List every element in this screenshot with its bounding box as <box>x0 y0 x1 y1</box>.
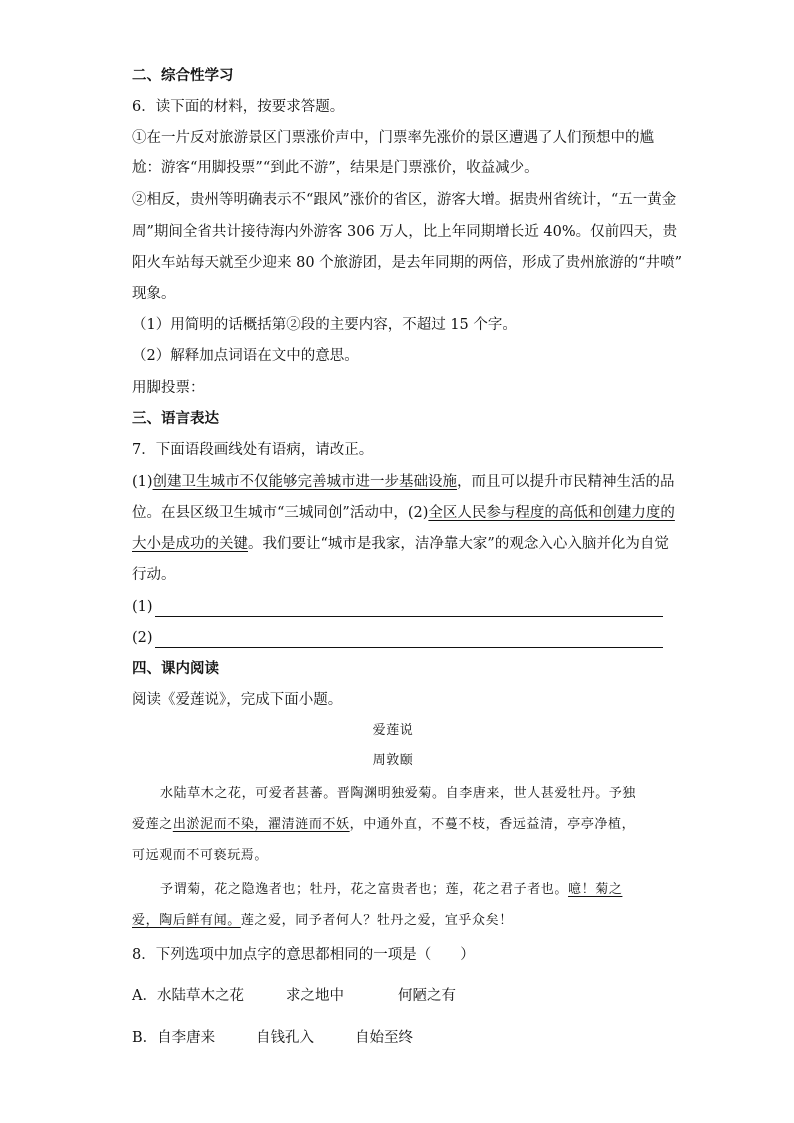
blank-label-1: (1) <box>132 599 153 615</box>
reading-intro: 阅读《爱莲说》，完成下面小题。 <box>132 692 343 708</box>
poem-para1-line2 <box>132 815 635 835</box>
poem-text: 莲之爱，同予者何人？牡丹之爱，宜乎众矣！ <box>240 913 513 928</box>
poem-author: 周敦颐 <box>372 753 414 768</box>
underlined-sentence-2b: 大小是成功的关键 <box>132 536 248 552</box>
underlined-poem-phrase: 出淤泥而不染，濯清涟而不妖 <box>172 817 350 832</box>
underlined-sentence-2a: 全区人民参与程度的高低和创建力度的 <box>428 505 675 521</box>
answer-blank-2[interactable] <box>132 628 663 648</box>
answer-line-1[interactable] <box>155 602 663 617</box>
blank-label-2: (2) <box>132 630 153 646</box>
section-heading-language: 三、语言表达 <box>132 410 219 427</box>
passage-line-4: 行动。 <box>132 567 176 583</box>
option-b[interactable] <box>132 1028 413 1048</box>
underlined-sentence-1: 创建卫生城市不仅能够完善城市进一步基础设施 <box>152 474 458 490</box>
section-heading-reading: 四、课内阅读 <box>132 660 219 677</box>
material-para2-line4: 现象。 <box>132 286 176 302</box>
section-heading-comprehensive: 二、综合性学习 <box>132 67 234 84</box>
option-a-item-3: 何陋之有 <box>398 988 456 1004</box>
poem-text: 爱莲之 <box>132 817 173 832</box>
sub-question-1: （1）用简明的话概括第②段的主要内容，不超过 15 个字。 <box>132 317 517 333</box>
marker-1: (1) <box>132 474 153 490</box>
underlined-poem-phrase: 噫！菊之 <box>568 882 623 897</box>
answer-line-2[interactable] <box>155 633 663 648</box>
material-para1-line2: 尬：游客“用脚投票”“到此不游”，结果是门票涨价，收益减少。 <box>132 160 539 176</box>
poem-text: 予谓菊，花之隐逸者也；牡丹，花之富贵者也；莲，花之君子者也。 <box>160 882 569 897</box>
question-6-stem: 6．读下面的材料，按要求答题。 <box>132 99 345 115</box>
option-a-item-2: 求之地中 <box>286 988 344 1004</box>
option-a-item-1: A．水陆草木之花 <box>132 988 244 1004</box>
answer-label-foot-vote: 用脚投票： <box>132 380 205 396</box>
material-para2-line2: 周”期间全省共计接待海内外游客 306 万人，比上年同期增长近 40%。仅前四天，贵 <box>132 224 678 240</box>
option-b-item-2: 自钱孔入 <box>256 1030 314 1046</box>
passage-text: 。我们要让“城市是我家，洁净靠大家”的观念入心入脑并化为自觉 <box>248 536 669 552</box>
question-7-stem: 7．下面语段画线处有语病，请改正。 <box>132 442 374 458</box>
passage-line-2 <box>132 503 675 523</box>
poem-para1-line1: 水陆草木之花，可爱者甚蕃。晋陶渊明独爱菊。自李唐来，世人甚爱牡丹。予独 <box>160 786 637 801</box>
material-para1-line1: ①在一片反对旅游景区门票涨价声中，门票率先涨价的景区遭遇了人们预想中的尴 <box>132 130 654 146</box>
sub-question-2: （2）解释加点词语在文中的意思。 <box>132 348 359 364</box>
poem-title: 爱莲说 <box>372 723 414 738</box>
poem-para2-line2 <box>132 911 513 931</box>
material-para2-line1: ②相反，贵州等明确表示不“跟风”涨价的省区，游客大增。据贵州省统计，“五一黄金 <box>132 192 677 208</box>
question-8-stem: 8．下列选项中加点字的意思都相同的一项是（ ） <box>132 947 475 963</box>
passage-line-1 <box>132 472 675 492</box>
option-a[interactable] <box>132 986 456 1006</box>
option-b-item-1: B．自李唐来 <box>132 1030 216 1046</box>
poem-text: ，中通外直，不蔓不枝，香远益清，亭亭净植， <box>349 817 636 832</box>
answer-blank-1[interactable] <box>132 597 663 617</box>
passage-text: ，而且可以提升市民精神生活的品 <box>457 474 675 490</box>
poem-para2-line1 <box>160 880 622 900</box>
option-b-item-3: 自始至终 <box>355 1030 413 1046</box>
underlined-poem-phrase: 爱，陶后鲜有闻。 <box>132 913 241 928</box>
material-para2-line3: 阳火车站每天就至少迎来 80 个旅游团，是去年同期的两倍，形成了贵州旅游的“井喷” <box>132 255 682 271</box>
passage-text: 位。在县区级卫生城市“三城同创”活动中，(2) <box>132 505 429 521</box>
poem-para1-line3: 可远观而不可亵玩焉。 <box>132 848 269 863</box>
passage-line-3 <box>132 534 669 554</box>
